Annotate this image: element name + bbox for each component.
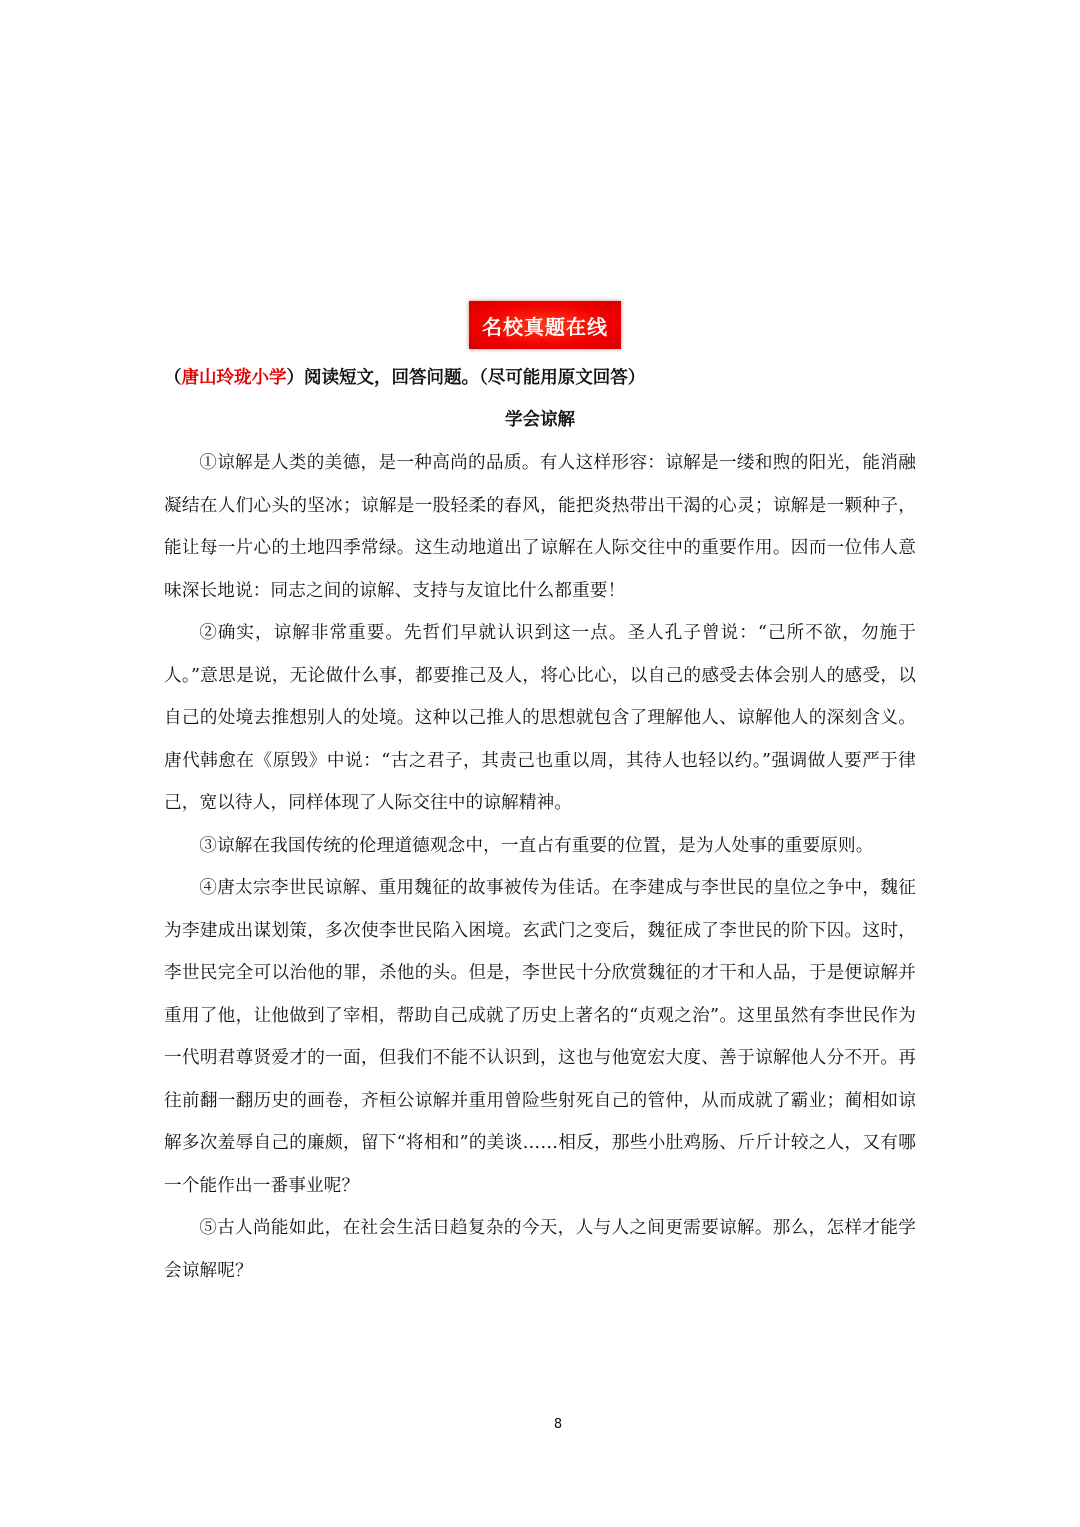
section-banner	[469, 301, 621, 349]
school-name: 唐山玲珑小学	[181, 368, 287, 388]
paragraph-3: ③谅解在我国传统的伦理道德观念中，一直占有重要的位置，是为人处事的重要原则。	[199, 835, 874, 856]
section-banner-text: 名校真题在线	[482, 314, 608, 339]
question-source-line	[164, 363, 924, 393]
paragraph-2: ②确实，谅解非常重要。先哲们早就认识到这一点。圣人孔子曾说：“己所不欲，勿施于人。”意思是说，无论做什么事，都要推己及人，将心比心，以自己的感受去体会别人的感受，以自己的处境去推想别人的处境。这种以己推人的思想就包含了理解他人、谅解他人的深刻含义。唐代韩愈在《原毁》中说：“古之君子，其责己也重以周，其待人也轻以约。”强调做人要严于律己，宽以待人，同样体现了人际交往中的谅解精神。	[164, 623, 916, 813]
paragraph-5: ⑤古人尚能如此，在社会生活日趋复杂的今天，人与人之间更需要谅解。那么，怎样才能学会谅解呢？	[164, 1218, 916, 1281]
open-paren: （	[164, 368, 182, 388]
question-instruction: 阅读短文，回答问题。（尽可能用原文回答）	[304, 368, 646, 388]
article-title: 学会谅解	[505, 410, 575, 430]
close-paren: ）	[286, 368, 304, 388]
article-body	[164, 442, 916, 1292]
paragraph-4: ④唐太宗李世民谅解、重用魏征的故事被传为佳话。在李建成与李世民的皇位之争中，魏征为李建成出谋划策，多次使李世民陷入困境。玄武门之变后，魏征成了李世民的阶下囚。这时，李世民完全可以治他的罪，杀他的头。但是，李世民十分欣赏魏征的才干和人品，于是便谅解并重用了他，让他做到了宰相，帮助自己成就了历史上著名的“贞观之治”。这里虽然有李世民作为一代明君尊贤爱才的一面，但我们不能不认识到，这也与他宽宏大度、善于谅解他人分不开。再往前翻一翻历史的画卷，齐桓公谅解并重用曾险些射死自己的管仲，从而成就了霸业；蔺相如谅解多次羞辱自己的廉颇，留下“将相和”的美谈……相反，那些小肚鸡肠、斤斤计较之人，又有哪一个能作出一番事业呢？	[164, 878, 916, 1196]
paragraph-1: ①谅解是人类的美德，是一种高尚的品质。有人这样形容：谅解是一缕和煦的阳光，能消融凝结在人们心头的坚冰；谅解是一股轻柔的春风，能把炎热带出干渴的心灵；谅解是一颗种子，能让每一片心的土地四季常绿。这生动地道出了谅解在人际交往中的重要作用。因而一位伟人意味深长地说：同志之间的谅解、支持与友谊比什么都重要！	[164, 453, 916, 601]
page-number: 8	[553, 1417, 563, 1432]
